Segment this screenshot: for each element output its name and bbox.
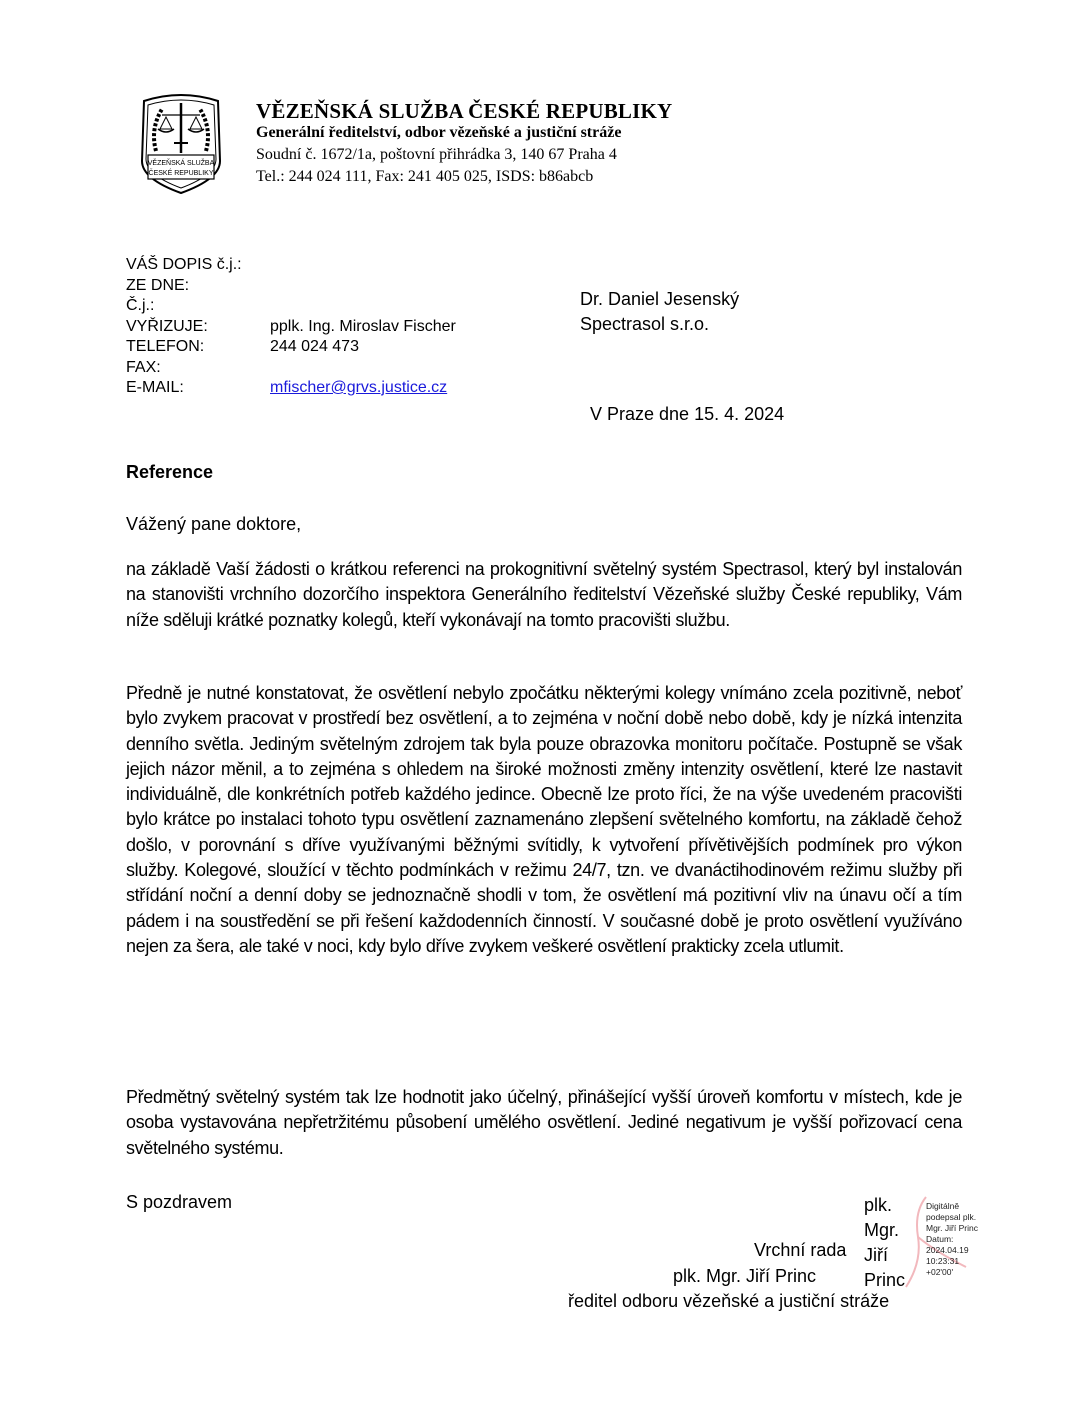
ds-name-line: Princ	[864, 1270, 906, 1290]
ds-info-line: 10:23:31	[926, 1256, 960, 1266]
meta-label: E-MAIL:	[126, 379, 184, 396]
meta-row-phone	[126, 337, 456, 358]
ds-name-line: Jiří	[864, 1245, 888, 1265]
organization-address: Soudní č. 1672/1a, poštovní přihrádka 3, 140 67 Praha 4	[256, 146, 617, 163]
salutation: Vážený pane doktore,	[126, 514, 302, 534]
meta-label: VYŘIZUJE:	[126, 317, 208, 335]
body-paragraph-2: Předně je nutné konstatovat, že osvětlení nebylo zpočátku některými kolegy vnímáno zcela pozitivně, neboť bylo zvykem pracovat v prostředí bez osvětlení, a to zejména v noční době nebo době, kdy je nízká intenzita denního světla. Jediným světelným zdrojem tak byla pouze obrazovka monitoru počítače. Postupně se však jejich názor měnil, a to zejména s ohledem na široké možnosti změny intenzity osvětlení, které lze nastavit individuálně, dle konkrétních potřeb každého jedince. Obecně lze proto říci, že na výše uvedeném pracovišti bylo krátce po instalaci tohoto typu osvětlení zaznamenáno zlepšení světelného komfortu, na základě čehož došlo, v porovnání s dříve využívanými běžnými svítidly, k vytvoření přívětivějších podmínek pro výkon služby. Kolegové, sloužící v těchto podmínkách v režimu 24/7, tzn. ve dvanáctihodinovém režimu služby při střídání noční a denní doby se jednoznačně shodli v tom, že osvětlení má pozitivní vliv na únavu očí a tím pádem i na soustředění se při řešení každodenních činností. V současné době je proto osvětlení využíváno nejen za šera, ale také v noci, kdy bylo dříve zvykem veškeré osvětlení prakticky zcela utlumit.	[126, 683, 962, 956]
ds-info-line: Digitálně	[926, 1201, 960, 1211]
ds-name-line: plk.	[864, 1195, 893, 1215]
signatory-position: ředitel odboru vězeňské a justiční stráže	[568, 1291, 890, 1311]
meta-row-reference-number	[126, 296, 456, 317]
emblem-text-line-2: ČESKÉ REPUBLIKY	[148, 170, 214, 177]
email-link[interactable]: mfischer@grvs.justice.cz	[270, 379, 448, 396]
meta-row-email	[126, 378, 456, 399]
organization-name: VĚZEŇSKÁ SLUŽBA ČESKÉ REPUBLIKY	[256, 99, 673, 123]
organization-contacts: Tel.: 244 024 111, Fax: 241 405 025, ISDS: b86abcb	[256, 168, 594, 185]
letterhead	[256, 100, 672, 188]
meta-label: TELEFON:	[126, 338, 205, 355]
meta-row-handled-by	[126, 317, 456, 338]
signatory-name: plk. Mgr. Jiří Princ	[673, 1265, 817, 1286]
emblem-text-line-1: VĚZEŇSKÁ SLUŽBA	[147, 160, 215, 167]
ds-info-line: +02'00'	[926, 1267, 954, 1277]
phone-number: 244 024 473	[270, 338, 359, 355]
meta-row-fax	[126, 358, 456, 379]
ds-name-line: Mgr.	[864, 1220, 900, 1240]
reference-metadata	[126, 255, 456, 399]
body-paragraph-3: Předmětný světelný systém tak lze hodnotit jako účelný, přinášející vyšší úroveň komfortu v místech, kde je osoba vystavována nepřetržitému působení umělého osvětlení. Jediné negativum je vyšší pořizovací cena světelného systému.	[126, 1087, 962, 1158]
ds-info-line: Datum:	[926, 1234, 954, 1244]
ds-info-line: 2024.04.19	[926, 1245, 969, 1255]
letter-subject: Reference	[126, 462, 214, 482]
ds-info-line: podepsal plk.	[926, 1212, 977, 1222]
letter-date: V Praze dne 15. 4. 2024	[590, 404, 785, 424]
recipient-name: Dr. Daniel Jesenský	[580, 289, 740, 309]
digital-signature-info	[926, 1201, 978, 1278]
meta-label: ZE DNE:	[126, 276, 190, 294]
meta-row-your-letter	[126, 255, 456, 276]
emblem-shield-icon	[136, 91, 226, 195]
meta-label: Č.j.:	[126, 297, 155, 314]
ds-info-line: Mgr. Jiří Princ	[926, 1223, 978, 1233]
meta-label: FAX:	[126, 358, 161, 376]
closing: S pozdravem	[126, 1192, 233, 1212]
recipient-company: Spectrasol s.r.o.	[580, 314, 710, 334]
meta-label: VÁŠ DOPIS č.j.:	[126, 256, 242, 273]
handler-name: pplk. Ing. Miroslav Fischer	[270, 317, 456, 335]
body-paragraph-1: na základě Vaší žádosti o krátkou referenci na prokognitivní světelný systém Spectrasol, který byl instalován na stanovišti vrchního dozorčího inspektora Generálního ředitelství Vězeňské služby České republiky, Vám níže sděluji krátké poznatky kolegů, kteří vykonávají na tomto pracovišti službu.	[126, 559, 962, 630]
digital-signature-name	[864, 1193, 905, 1293]
signatory-title: Vrchní rada	[754, 1240, 847, 1260]
prison-service-emblem	[136, 91, 226, 195]
department-name: Generální ředitelství, odbor vězeňské a justiční stráže	[256, 124, 622, 141]
recipient-address	[580, 287, 739, 337]
meta-row-from-date	[126, 276, 456, 297]
